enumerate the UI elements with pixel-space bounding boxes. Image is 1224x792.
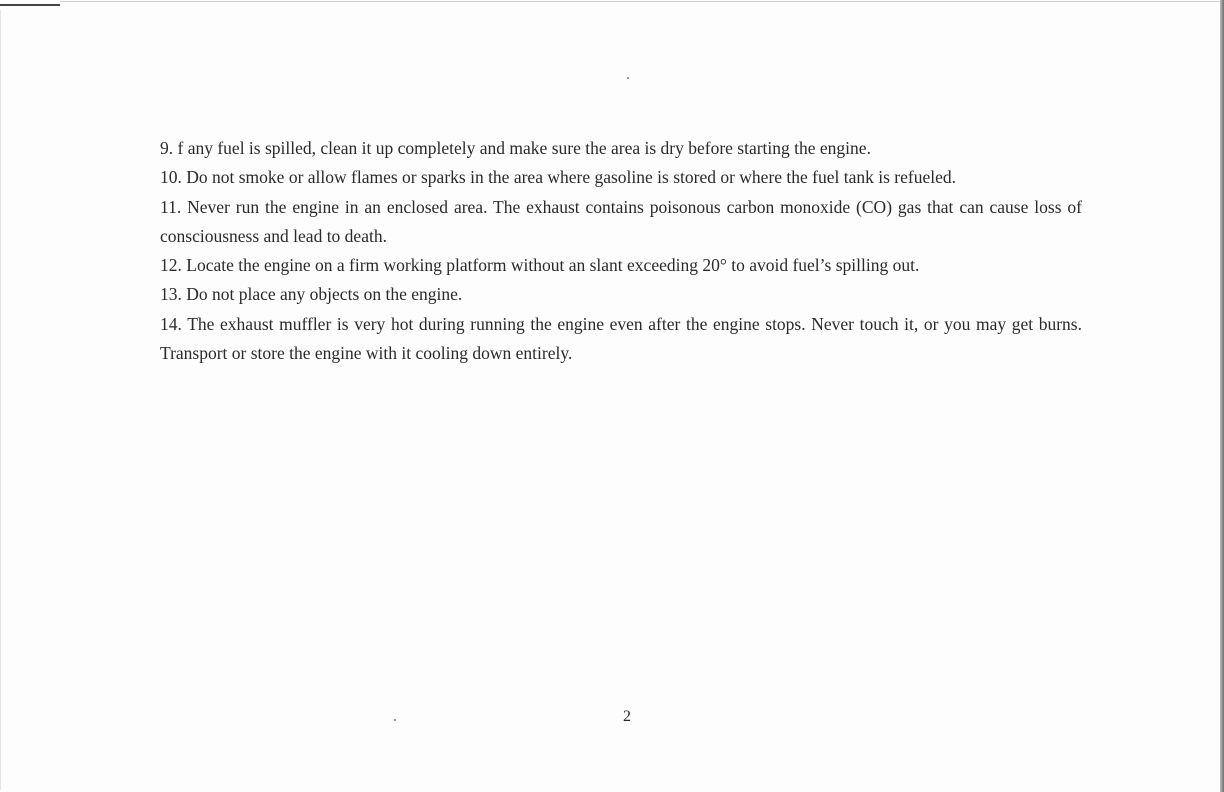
instruction-item-11: 11. Never run the engine in an enclosed area. The exhaust contains poisonous carbon monoxide (CO) gas that can cause loss of consciousness and lead to death. bbox=[160, 196, 1082, 246]
instruction-item-13: 13. Do not place any objects on the engine. bbox=[160, 284, 463, 305]
scan-speck bbox=[394, 719, 396, 721]
left-edge-line bbox=[0, 10, 1, 790]
top-edge-line bbox=[60, 1, 1220, 2]
instruction-item-12: 12. Locate the engine on a firm working platform without an slant exceeding 20° to avoid fuel’s spilling out. bbox=[160, 255, 920, 276]
right-edge-shadow bbox=[1220, 0, 1224, 792]
top-rule bbox=[0, 4, 60, 6]
safety-instructions-list bbox=[160, 134, 1082, 368]
instruction-item-14: 14. The exhaust muffler is very hot during running the engine even after the engine stops. Never touch it, or you may get burns. Transport or store the engine with it cooling down entirely. bbox=[160, 313, 1082, 364]
page-number: 2 bbox=[623, 708, 631, 725]
instruction-item-10: 10. Do not smoke or allow flames or sparks in the area where gasoline is stored or where the fuel tank is refueled. bbox=[160, 167, 957, 188]
scan-speck bbox=[627, 77, 629, 79]
instruction-item-9: 9. f any fuel is spilled, clean it up completely and make sure the area is dry before starting the engine. bbox=[160, 138, 871, 158]
